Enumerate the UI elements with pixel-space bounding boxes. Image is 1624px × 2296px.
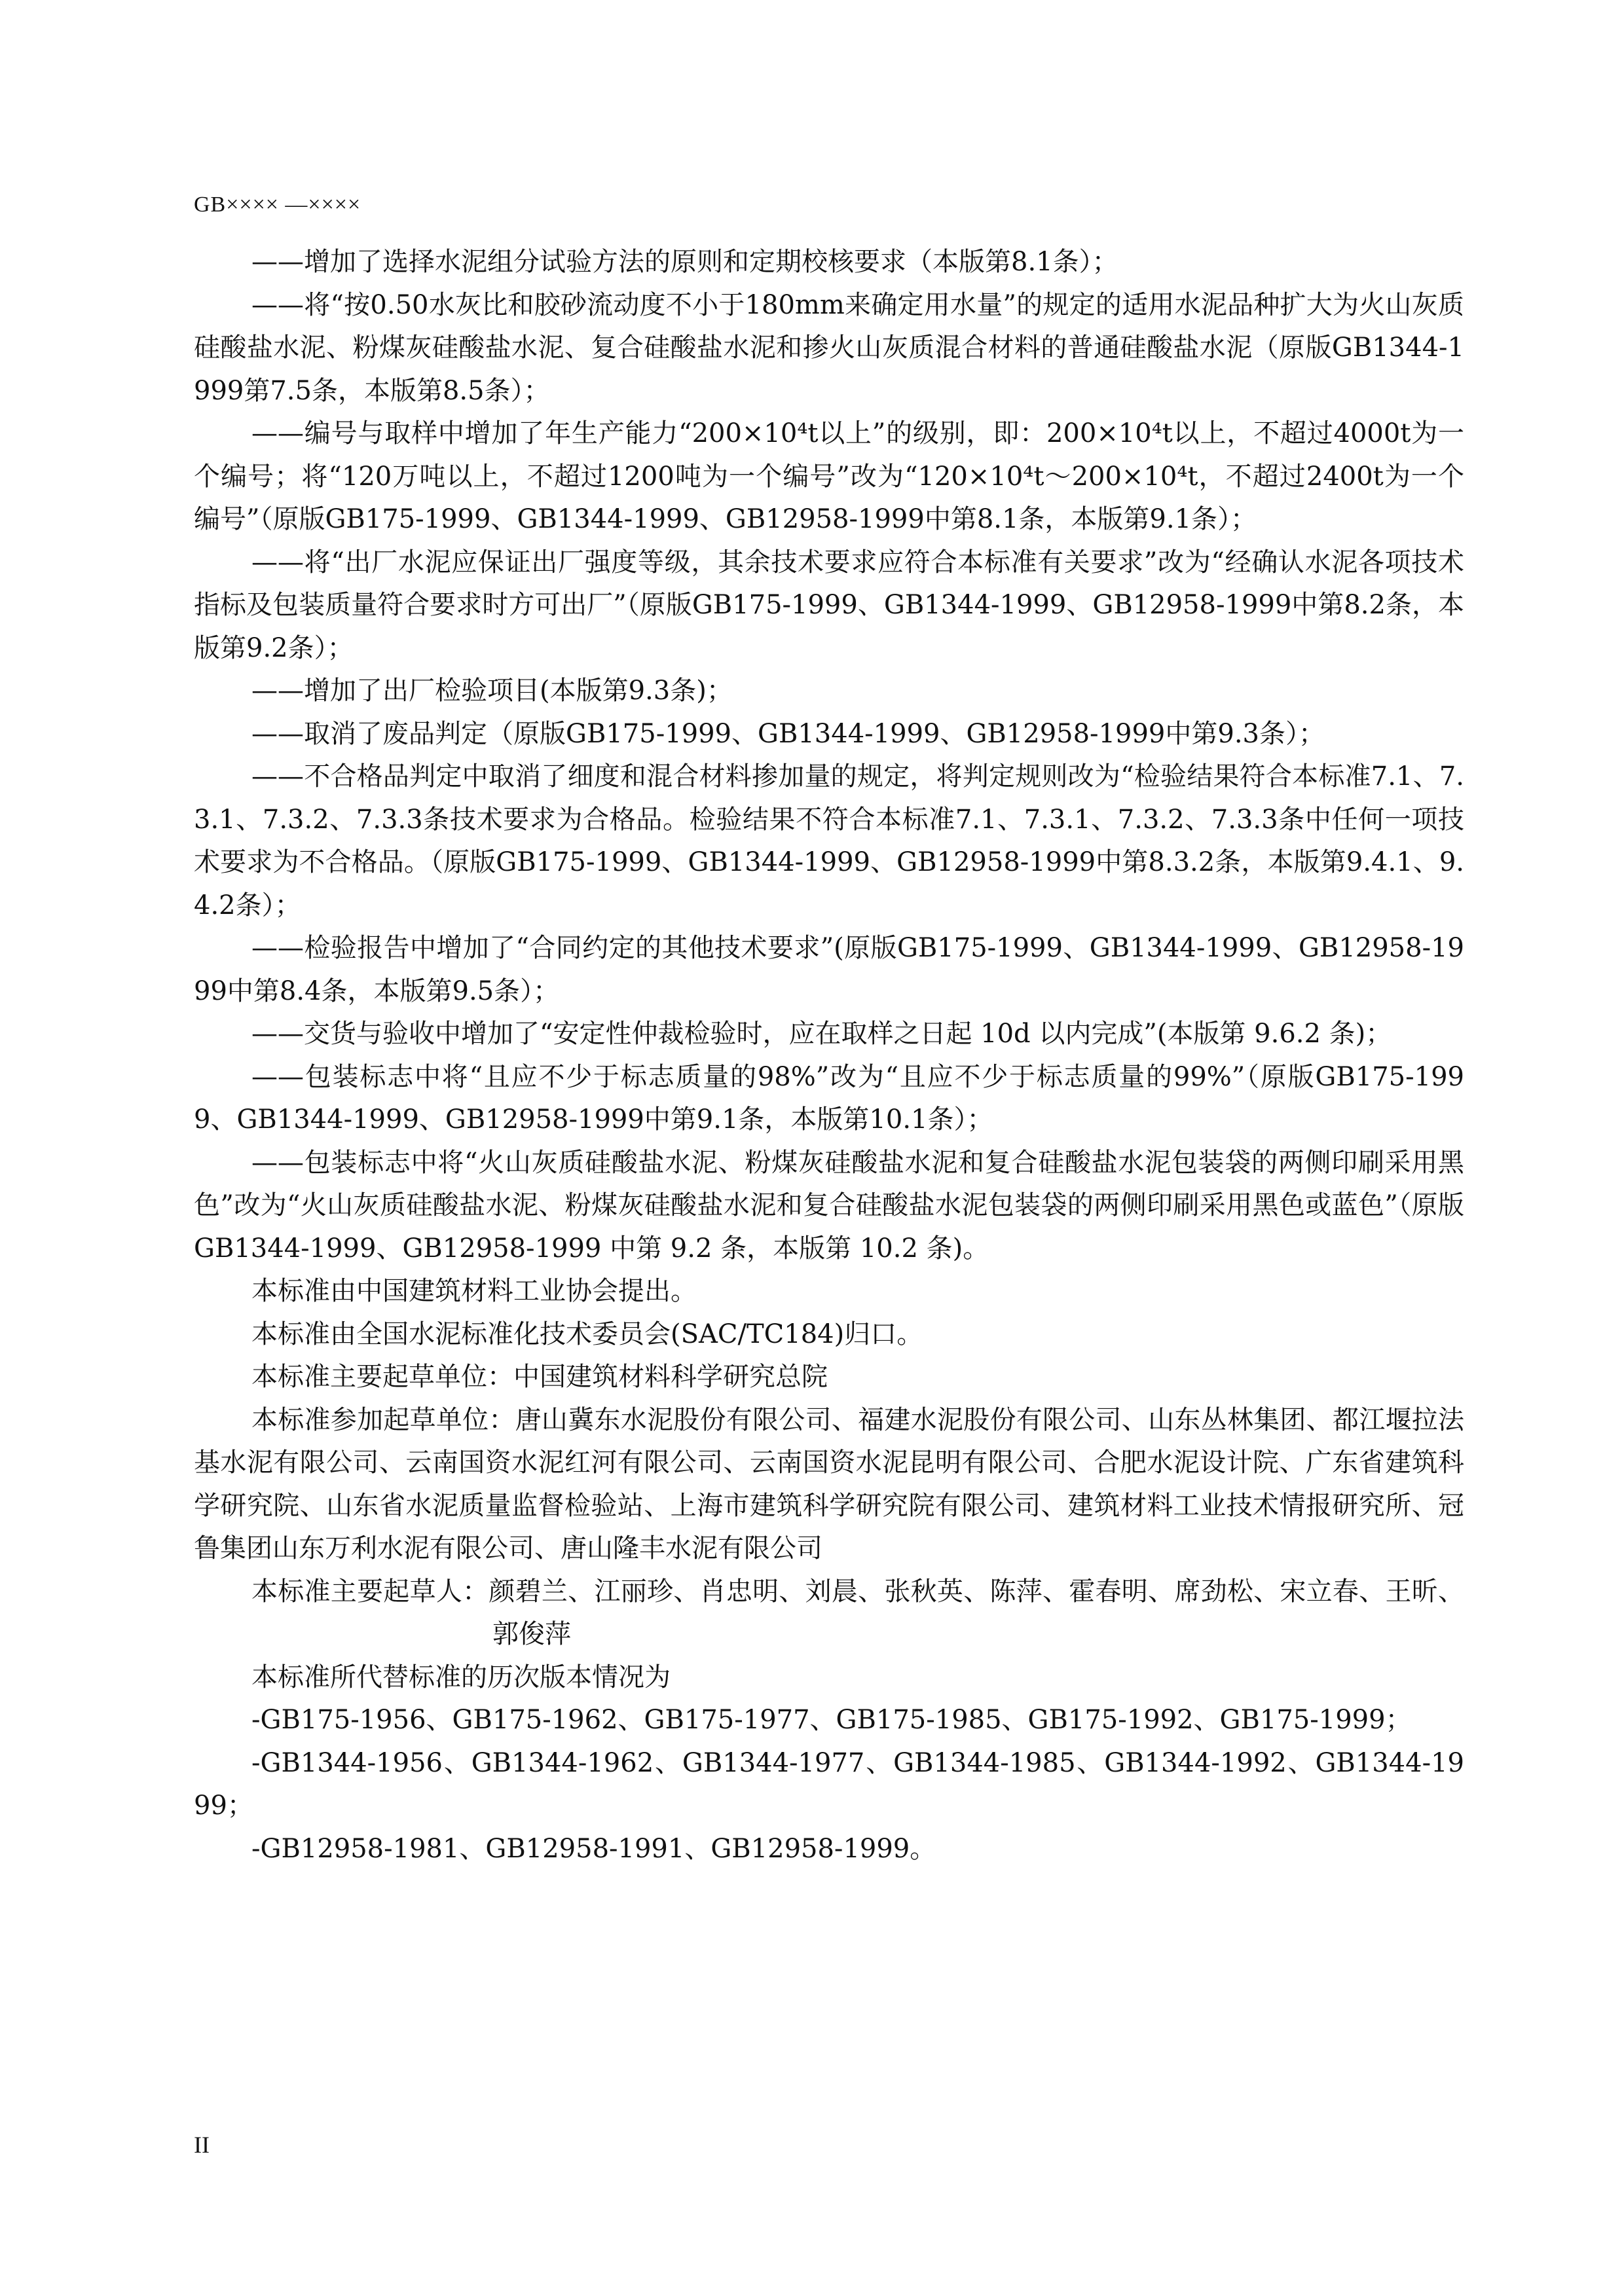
document-body — [194, 241, 1464, 1870]
history-item-gb1344: -GB1344-1956、GB1344-1962、GB1344-1977、GB1344-1985、GB1344-1992、GB1344-1999； — [194, 1747, 1464, 1821]
change-item-5: ——增加了出厂检验项目(本版第9.3条)； — [251, 676, 733, 706]
change-item-8: ——检验报告中增加了“合同约定的其他技术要求”(原版GB175-1999、GB1344-1999、GB12958-1999中第8.4条，本版第9.5条）； — [194, 933, 1464, 1006]
main-drafting-unit: 本标准主要起草单位：中国建筑材料科学研究总院 — [251, 1362, 828, 1392]
proposer-statement: 本标准由中国建筑材料工业协会提出。 — [251, 1276, 697, 1306]
history-item-gb12958: -GB12958-1981、GB12958-1991、GB12958-1999。 — [251, 1833, 936, 1864]
page-number: II — [194, 2132, 210, 2158]
change-item-2: ——将“按0.50水灰比和胶砂流动度不小于180mm来确定用水量”的规定的适用水泥品种扩大为火山灰质硅酸盐水泥、粉煤灰硅酸盐水泥、复合硅酸盐水泥和掺火山灰质混合材料的普通硅酸盐水泥（原版GB1344-1999第7.5条，本版第8.5条）； — [194, 289, 1464, 406]
change-item-10: ——包装标志中将“且应不少于标志质量的98%”改为“且应不少于标志质量的99%”（原版GB175-1999、GB1344-1999、GB12958-1999中第9.1条，本版第10.1条）； — [194, 1061, 1464, 1135]
change-item-9: ——交货与验收中增加了“安定性仲裁检验时，应在取样之日起 10d 以内完成”(本版第 9.6.2 条)； — [251, 1019, 1392, 1049]
main-drafters: 本标准主要起草人：颜碧兰、江丽珍、肖忠明、刘晨、张秋英、陈萍、霍春明、席劲松、宋立春、王昕、郭俊萍 — [251, 1576, 1464, 1649]
change-item-3: ——编号与取样中增加了年生产能力“200×10⁴t以上”的级别，即：200×10⁴t以上，不超过4000t为一个编号；将“120万吨以上，不超过1200吨为一个编号”改为“120×10⁴t～200×10⁴t，不超过2400t为一个编号”（原版GB175-1999、GB1344-1999、GB12958-1999中第8.1条，本版第9.1条）； — [194, 418, 1464, 534]
participating-units: 本标准参加起草单位：唐山冀东水泥股份有限公司、福建水泥股份有限公司、山东丛林集团、都江堰拉法基水泥有限公司、云南国资水泥红河有限公司、云南国资水泥昆明有限公司、合肥水泥设计院、广东省建筑科学研究院、山东省水泥质量监督检验站、上海市建筑科学研究院有限公司、建筑材料工业技术情报研究所、冠鲁集团山东万利水泥有限公司、唐山隆丰水泥有限公司 — [194, 1404, 1464, 1563]
change-item-6: ——取消了废品判定（原版GB175-1999、GB1344-1999、GB12958-1999中第9.3条）； — [251, 718, 1325, 749]
centralized-statement: 本标准由全国水泥标准化技术委员会(SAC/TC184)归口。 — [251, 1319, 923, 1349]
change-item-7: ——不合格品判定中取消了细度和混合材料掺加量的规定，将判定规则改为“检验结果符合本标准7.1、7.3.1、7.3.2、7.3.3条技术要求为合格品。检验结果不符合本标准7.1、7.3.1、7.3.2、7.3.3条中任何一项技术要求为不合格品。（原版GB175-1999、GB1344-1999、GB12958-1999中第8.3.2条，本版第9.4.1、9.4.2条）； — [194, 761, 1464, 920]
change-item-1: ——增加了选择水泥组分试验方法的原则和定期校核要求（本版第8.1条）； — [251, 247, 1118, 277]
history-intro: 本标准所代替标准的历次版本情况为 — [251, 1662, 671, 1692]
history-item-gb175: -GB175-1956、GB175-1962、GB175-1977、GB175-1985、GB175-1992、GB175-1999； — [251, 1705, 1412, 1735]
change-item-11: ——包装标志中将“火山灰质硅酸盐水泥、粉煤灰硅酸盐水泥和复合硅酸盐水泥包装袋的两侧印刷采用黑色”改为“火山灰质硅酸盐水泥、粉煤灰硅酸盐水泥和复合硅酸盐水泥包装袋的两侧印刷采用黑色或蓝色”（原版 GB1344-1999、GB12958-1999 中第 9.2 条，本版第 10.2 条)。 — [194, 1147, 1464, 1264]
change-item-4: ——将“出厂水泥应保证出厂强度等级，其余技术要求应符合本标准有关要求”改为“经确认水泥各项技术指标及包装质量符合要求时方可出厂”（原版GB175-1999、GB1344-1999、GB12958-1999中第8.2条，本版第9.2条）； — [194, 547, 1464, 663]
standard-code-header: GB×××× —×××× — [194, 192, 361, 217]
